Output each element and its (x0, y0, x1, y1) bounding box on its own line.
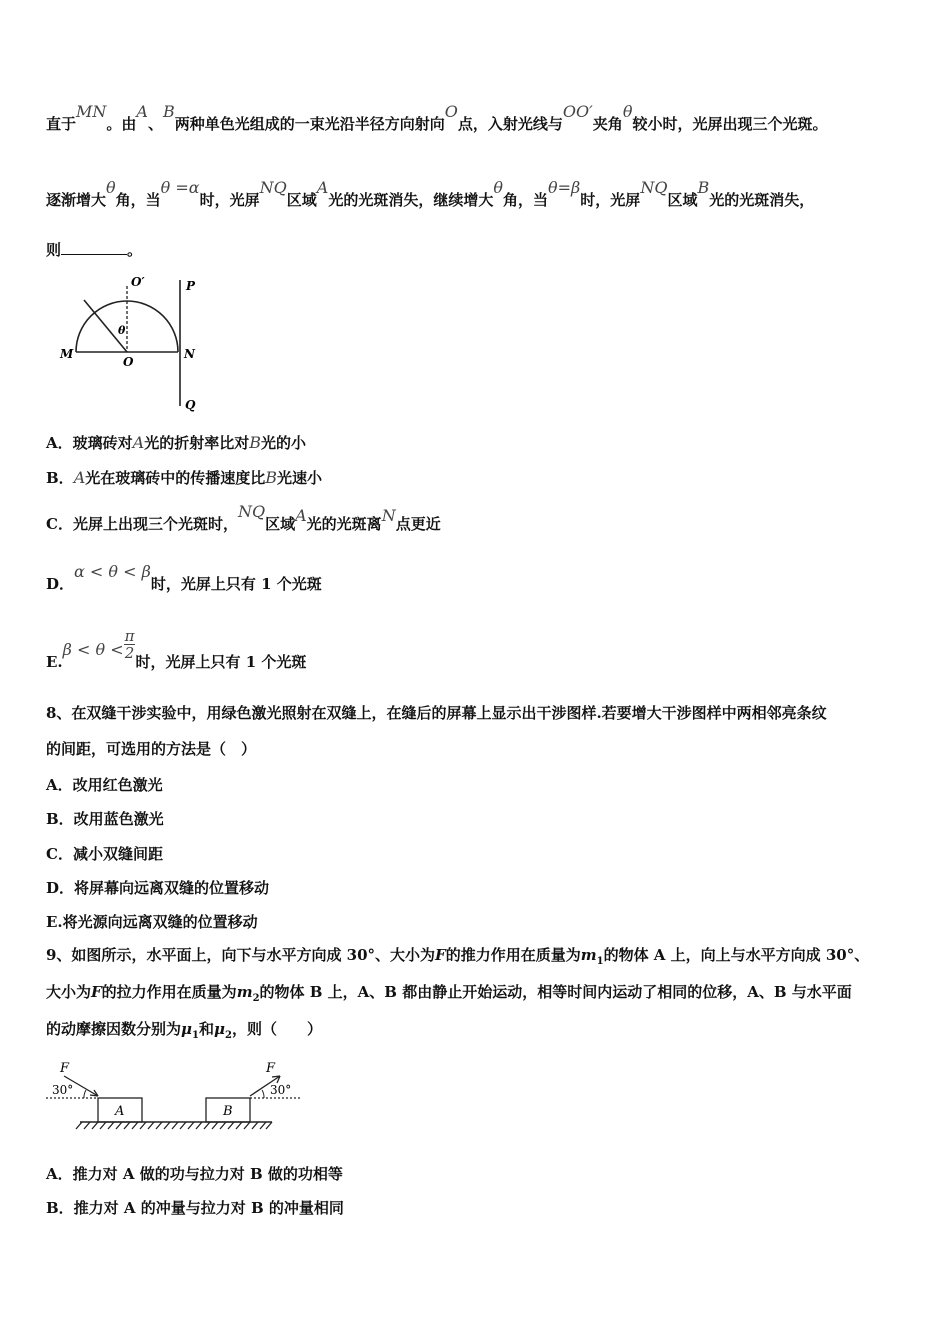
text: 光屏上出现三个光斑时， (72, 515, 238, 533)
math-a: A (73, 468, 86, 487)
text: 时，光屏上只有 1 个光斑 (150, 575, 322, 593)
text: ，则（ ） (231, 1020, 322, 1038)
text: 角，当 (115, 191, 161, 209)
math-a: A (136, 102, 148, 121)
fraction-denominator: 2 (124, 644, 135, 662)
math-nq: NQ (640, 178, 668, 197)
math-a: A (316, 178, 329, 197)
label-theta: θ (118, 324, 126, 337)
label-block-a: A (115, 1104, 125, 1119)
subscript: 2 (224, 1030, 232, 1041)
text: 时，光屏 (199, 191, 260, 209)
math-mu: μ (181, 1020, 192, 1038)
q7-stem-line-2 (46, 178, 815, 210)
q8-stem-line-2: 的间距，可选用的方法是（ ） (46, 740, 257, 758)
subscript: 1 (192, 1030, 199, 1041)
text: 光的光斑离 (306, 515, 382, 533)
q8-option-c[interactable]: C．减小双缝间距 (46, 845, 163, 863)
q7-option-d[interactable] (46, 562, 322, 594)
math-nq: NQ (237, 502, 266, 521)
math-theta: θ (106, 178, 116, 197)
math-theta-beta: θ=β (548, 178, 581, 197)
label-block-b: B (223, 1104, 233, 1119)
math-n: N (381, 506, 396, 525)
math-m: m (580, 946, 597, 964)
math-m: m (236, 983, 253, 1001)
option-label: C． (46, 515, 73, 533)
q9-stem-line-3 (46, 1019, 322, 1046)
subscript: 2 (252, 993, 260, 1004)
text: 逐渐增大 (46, 191, 107, 209)
q7-option-e[interactable] (46, 627, 307, 671)
math-o: O (444, 102, 458, 121)
q9-stem-line-1 (46, 945, 869, 972)
q7-option-b[interactable] (46, 467, 322, 488)
text: 的拉力作用在质量为 (101, 983, 237, 1001)
text: 光的小 (261, 434, 307, 452)
text: 。 (127, 241, 143, 259)
text: 角，当 (502, 191, 548, 209)
text: 和 (198, 1020, 214, 1038)
q8-option-b[interactable]: B．改用蓝色激光 (46, 810, 164, 828)
angle-arc-left (84, 1090, 86, 1098)
math-mu: μ (213, 1020, 225, 1038)
math-b: B (265, 468, 278, 487)
text: 则 (46, 241, 62, 259)
text: 玻璃砖对 (72, 434, 133, 452)
math-inequality: α < θ < β (74, 562, 151, 581)
label-f-right: F (266, 1061, 276, 1076)
math-theta: θ (622, 102, 633, 121)
label-m: M (60, 347, 74, 361)
text: 点，入射光线与 (457, 115, 563, 133)
label-o-prime: O′ (131, 275, 145, 289)
q7-option-c[interactable] (46, 502, 441, 534)
text: 区域 (667, 191, 698, 209)
text: 光的光斑消失，继续增大 (328, 191, 494, 209)
text: 的物体 A 上，向上与水平方向成 30°、 (603, 946, 870, 964)
angle-arc-right (262, 1090, 264, 1098)
option-label: A． (46, 434, 73, 452)
q7-stem-line-1 (46, 102, 828, 134)
text: 大小为 (46, 983, 92, 1001)
q7-option-a[interactable] (46, 432, 306, 453)
fraction-pi-over-2 (124, 628, 136, 661)
option-label: D． (46, 575, 75, 593)
q9-option-a[interactable]: A．推力对 A 做的功与拉力对 B 做的功相等 (46, 1165, 343, 1183)
text: 直于 (46, 115, 77, 133)
q8-stem-line-1: 8、在双缝干涉实验中，用绿色激光照射在双缝上，在缝后的屏幕上显示出干涉图样.若要增大干涉图样中两相邻亮条纹 (46, 704, 827, 722)
label-p: P (186, 279, 196, 293)
answer-blank (61, 240, 127, 255)
math-theta: θ (493, 178, 503, 197)
math-b: B (697, 178, 710, 197)
label-f-left: F (60, 1061, 70, 1076)
q8-option-e[interactable]: E.将光源向远离双缝的位置移动 (46, 913, 258, 931)
math-f: F (435, 946, 446, 964)
label-q: Q (185, 398, 196, 412)
q9-blocks-figure (44, 1060, 304, 1138)
option-label: B． (46, 469, 74, 487)
ground-hatching (76, 1122, 272, 1129)
text: 的物体 B 上，A、B 都由静止开始运动，相等时间内运动了相同的位移，A、B 与水平面 (259, 983, 852, 1001)
text: 光的光斑消失， (709, 191, 815, 209)
label-n: N (184, 347, 195, 361)
fraction-numerator: π (124, 627, 135, 645)
math-nq: NQ (259, 178, 287, 197)
math-theta-alpha: θ =α (160, 178, 200, 197)
text: 。由 (106, 115, 137, 133)
math-oo-prime: OO′ (562, 102, 593, 121)
text: 区域 (265, 515, 296, 533)
text: 两种单色光组成的一束光沿半径方向射向 (174, 115, 445, 133)
text: 时，光屏 (580, 191, 641, 209)
label-angle-left: 30° (52, 1083, 74, 1097)
label-o: O (123, 355, 134, 369)
math-mn: MN (76, 102, 107, 121)
text: 区域 (286, 191, 317, 209)
math-f: F (91, 983, 102, 1001)
q7-stem-line-3 (46, 240, 142, 260)
text: 光的折射率比对 (144, 434, 250, 452)
text: 、 (147, 115, 163, 133)
text: 夹角 (592, 115, 623, 133)
math-inequality: β < θ < (62, 639, 124, 659)
q8-option-d[interactable]: D．将屏幕向远离双缝的位置移动 (46, 879, 270, 897)
text: 的动摩擦因数分别为 (46, 1020, 182, 1038)
label-angle-right: 30° (270, 1083, 292, 1097)
q9-stem-line-2 (46, 982, 852, 1009)
text: 9、如图所示，水平面上，向下与水平方向成 30°、大小为 (46, 946, 436, 964)
text: 较小时，光屏出现三个光斑。 (632, 115, 828, 133)
text: 光速小 (277, 469, 323, 487)
math-a: A (132, 433, 145, 452)
text: 时，光屏上只有 1 个光斑 (135, 652, 307, 671)
text: 点更近 (395, 515, 441, 533)
math-b: B (249, 433, 261, 452)
subscript: 1 (596, 956, 604, 967)
q7-semicircle-figure (56, 272, 206, 414)
option-label: E. (46, 652, 63, 671)
math-a: A (295, 506, 307, 525)
q8-option-a[interactable]: A．改用红色激光 (46, 776, 163, 794)
math-b: B (163, 102, 175, 121)
q9-option-b[interactable]: B．推力对 A 的冲量与拉力对 B 的冲量相同 (46, 1199, 344, 1217)
text: 的推力作用在质量为 (445, 946, 581, 964)
text: 光在玻璃砖中的传播速度比 (85, 469, 266, 487)
